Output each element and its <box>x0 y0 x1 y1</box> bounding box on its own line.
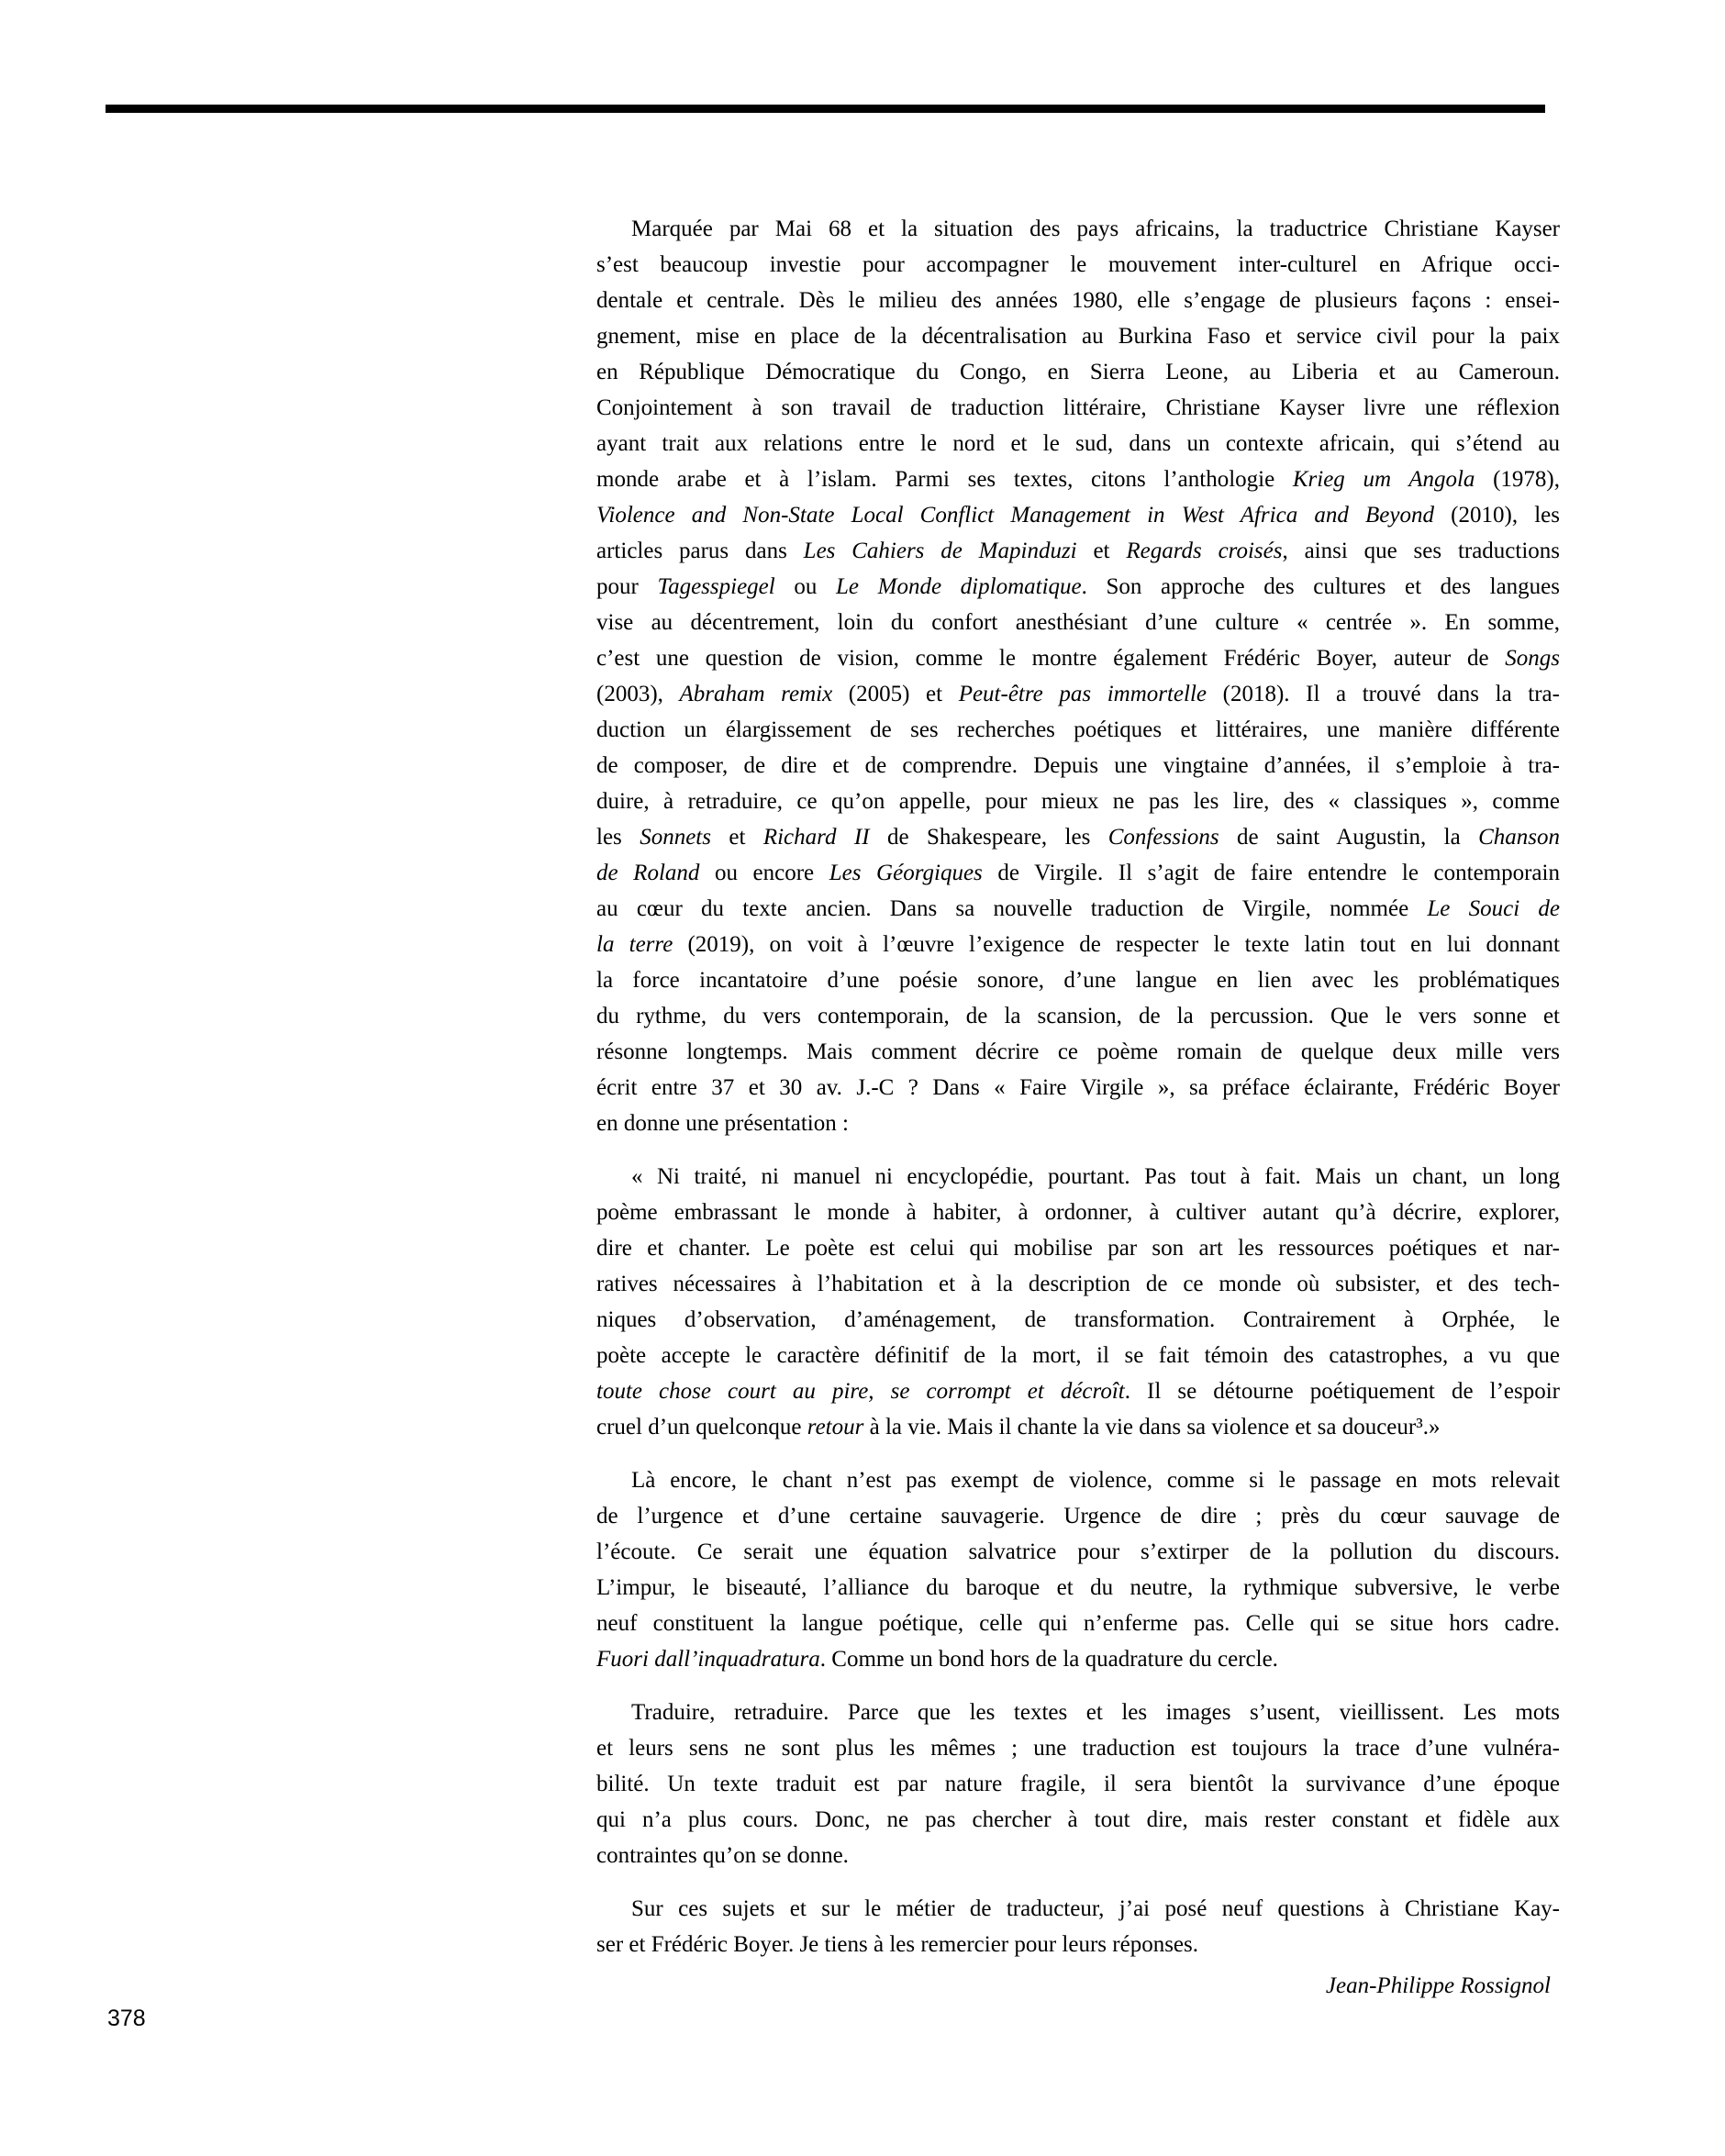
text-line: cruel d’un quelconque retour à la vie. Mais il chante la vie dans sa violence et sa douceur³.» <box>596 1415 1441 1439</box>
text-line: Là encore, le chant n’est pas exempt de violence, comme si le passage en mots relevait <box>631 1468 1560 1493</box>
top-rule <box>106 105 1545 113</box>
text-line: contraintes qu’on se donne. <box>596 1843 849 1868</box>
text-line: résonne longtemps. Mais comment décrire ce poème romain de quelque deux mille vers <box>596 1039 1560 1064</box>
text-line: articles parus dans Les Cahiers de Mapinduzi et Regards croisés, ainsi que ses traductions <box>596 539 1561 563</box>
text-line: bilité. Un texte traduit est par nature fragile, il sera bientôt la survivance d’une époque <box>596 1772 1560 1796</box>
text-line: au cœur du texte ancien. Dans sa nouvelle traduction de Virgile, nommée Le Souci de <box>596 896 1561 921</box>
text-line: la force incantatoire d’une poésie sonore, d’une langue en lien avec les problématiques <box>596 968 1560 993</box>
paragraph <box>596 211 1560 1141</box>
text-line: de l’urgence et d’une certaine sauvagerie. Urgence de dire ; près du cœur sauvage de <box>596 1504 1560 1528</box>
text-line: et leurs sens ne sont plus les mêmes ; une traduction est toujours la trace d’une vulnéra- <box>596 1736 1560 1761</box>
paragraph <box>596 1462 1560 1677</box>
text-line: ratives nécessaires à l’habitation et à la description de ce monde où subsister, et des tech- <box>596 1272 1560 1296</box>
text-line: « Ni traité, ni manuel ni encyclopédie, pourtant. Pas tout à fait. Mais un chant, un long <box>631 1164 1560 1189</box>
text-line: écrit entre 37 et 30 av. J.-C ? Dans « Faire Virgile », sa préface éclairante, Frédéric Boyer <box>596 1075 1560 1100</box>
text-line: Violence and Non-State Local Conflict Management in West Africa and Beyond (2010), les <box>596 503 1560 528</box>
text-line: la terre (2019), on voit à l’œuvre l’exigence de respecter le texte latin tout en lui donnant <box>596 932 1560 957</box>
text-line: (2003), Abraham remix (2005) et Peut-être pas immortelle (2018). Il a trouvé dans la tra- <box>596 682 1560 706</box>
text-line: les Sonnets et Richard II de Shakespeare, les Confessions de saint Augustin, la Chanson <box>596 825 1560 850</box>
article-text-column <box>596 211 1560 2004</box>
text-line: c’est une question de vision, comme le montre également Frédéric Boyer, auteur de Songs <box>596 646 1560 671</box>
text-line: Fuori dall’inquadratura. Comme un bond hors de la quadrature du cercle. <box>596 1647 1278 1672</box>
paragraph <box>596 1891 1560 1962</box>
text-line: duction un élargissement de ses recherches poétiques et littéraires, une manière différente <box>596 717 1560 742</box>
text-line: qui n’a plus cours. Donc, ne pas chercher à tout dire, mais rester constant et fidèle aux <box>596 1807 1560 1832</box>
text-line: ser et Frédéric Boyer. Je tiens à les remercier pour leurs réponses. <box>596 1932 1199 1957</box>
text-line: niques d’observation, d’aménagement, de transformation. Contrairement à Orphée, le <box>596 1307 1560 1332</box>
text-line: de Roland ou encore Les Géorgiques de Virgile. Il s’agit de faire entendre le contemporain <box>596 861 1560 885</box>
text-line: Sur ces sujets et sur le métier de traducteur, j’ai posé neuf questions à Christiane Kay- <box>631 1896 1560 1921</box>
paragraph <box>596 1695 1560 1873</box>
text-line: neuf constituent la langue poétique, celle qui n’enferme pas. Celle qui se situe hors cadre. <box>596 1611 1560 1636</box>
text-line: en République Démocratique du Congo, en Sierra Leone, au Liberia et au Cameroun. <box>596 360 1560 384</box>
text-line: monde arabe et à l’islam. Parmi ses textes, citons l’anthologie Krieg um Angola (1978), <box>596 467 1560 492</box>
text-line: vise au décentrement, loin du confort anesthésiant d’une culture « centrée ». En somme, <box>596 610 1560 635</box>
text-line: dire et chanter. Le poète est celui qui mobilise par son art les ressources poétiques et nar- <box>596 1236 1560 1261</box>
text-line: poète accepte le caractère définitif de la mort, il se fait témoin des catastrophes, a vu que <box>596 1343 1560 1368</box>
text-line: Marquée par Mai 68 et la situation des pays africains, la traductrice Christiane Kayser <box>631 217 1560 241</box>
text-line: Traduire, retraduire. Parce que les textes et les images s’usent, vieillissent. Les mots <box>631 1700 1560 1725</box>
text-line: poème embrassant le monde à habiter, à ordonner, à cultiver autant qu’à décrire, explorer, <box>596 1200 1560 1225</box>
text-line: duire, à retraduire, ce qu’on appelle, pour mieux ne pas les lire, des « classiques », comme <box>596 789 1560 814</box>
text-line: Conjointement à son travail de traduction littéraire, Christiane Kayser livre une réflexion <box>596 395 1560 420</box>
paragraph <box>596 1159 1560 1445</box>
text-line: toute chose court au pire, se corrompt et décroît. Il se détourne poétiquement de l’espoir <box>596 1379 1560 1404</box>
text-line: ayant trait aux relations entre le nord et le sud, dans un contexte africain, qui s’étend au <box>596 431 1560 456</box>
text-line: gnement, mise en place de la décentralisation au Burkina Faso et service civil pour la paix <box>596 324 1560 349</box>
text-line: pour Tagesspiegel ou Le Monde diplomatique. Son approche des cultures et des langues <box>596 574 1561 599</box>
text-line: du rythme, du vers contemporain, de la scansion, de la percussion. Que le vers sonne et <box>596 1004 1560 1028</box>
paragraphs-container <box>596 211 1560 1962</box>
page-number: 378 <box>107 2006 146 2031</box>
text-line: l’écoute. Ce serait une équation salvatrice pour s’extirper de la pollution du discours. <box>596 1539 1560 1564</box>
author-signature: Jean-Philippe Rossignol <box>1325 1973 1551 1998</box>
text-line: L’impur, le biseauté, l’alliance du baroque et du neutre, la rythmique subversive, le verbe <box>596 1575 1560 1600</box>
text-line: de composer, de dire et de comprendre. Depuis une vingtaine d’années, il s’emploie à tra- <box>596 753 1560 778</box>
text-line: s’est beaucoup investie pour accompagner le mouvement inter-culturel en Afrique occi- <box>596 252 1560 277</box>
text-line: dentale et centrale. Dès le milieu des années 1980, elle s’engage de plusieurs façons : ensei- <box>596 288 1560 313</box>
text-line: en donne une présentation : <box>596 1111 849 1136</box>
